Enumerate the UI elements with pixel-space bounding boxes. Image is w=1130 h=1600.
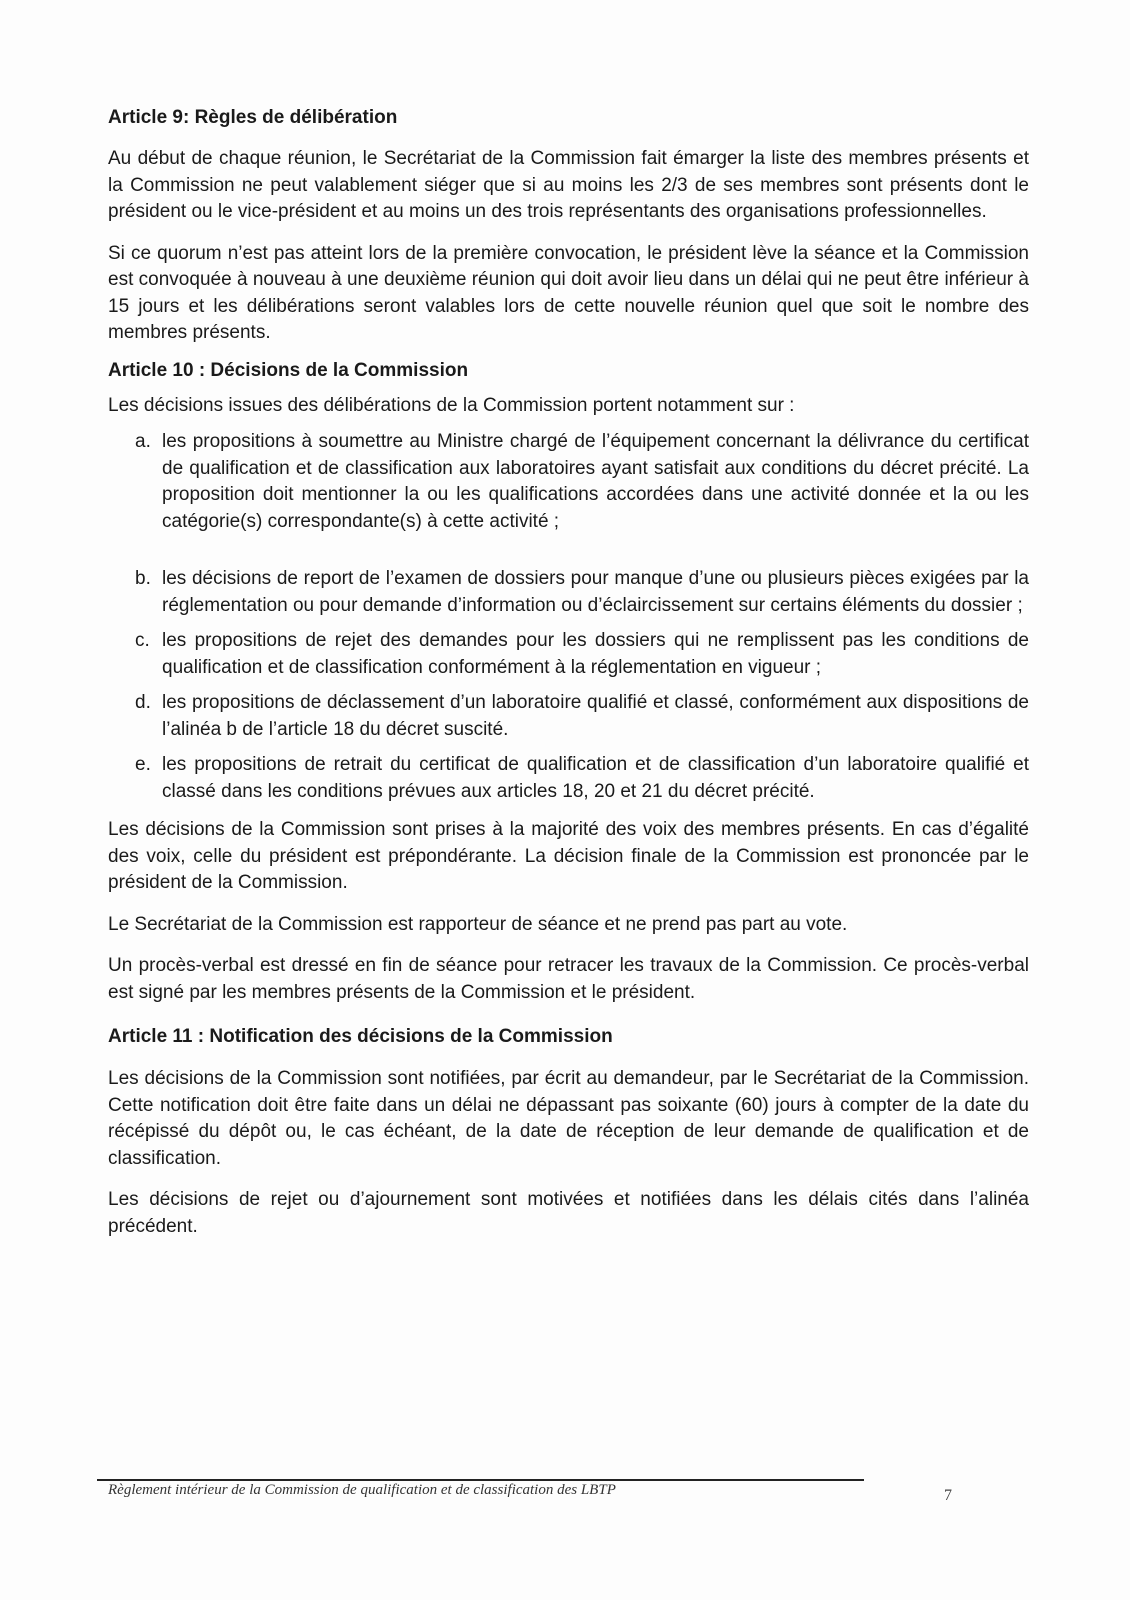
list-item-text: les propositions de retrait du certificat de qualification et de classification d’un laboratoire qualifié et classé dans les conditions prévues aux articles 18, 20 et 21 du décret précité. — [162, 754, 1029, 802]
list-marker: a. — [135, 431, 151, 452]
article-10-paragraph-2: Le Secrétariat de la Commission est rapporteur de séance et ne prend pas part au vote. — [108, 913, 848, 935]
article-11-paragraph-2: Les décisions de rejet ou d’ajournement sont motivées et notifiées dans les délais cités dans l’alinéa précédent. — [108, 1189, 1029, 1237]
article-9-paragraph-1: Au début de chaque réunion, le Secrétariat de la Commission fait émarger la liste des membres présents et la Commission ne peut valablement siéger que si au moins les 2/3 de ses membres sont présents dont le président ou le vice-président et au moins un des trois représentants des organisations professionnelles. — [108, 148, 1029, 222]
list-item — [108, 752, 1029, 805]
list-item-text: les propositions de rejet des demandes pour les dossiers qui ne remplissent pas les conditions de qualification et de classification conformément à la réglementation en vigueur ; — [162, 630, 1029, 678]
list-item — [108, 690, 1029, 743]
article-10-heading: Article 10 : Décisions de la Commission — [108, 359, 469, 381]
list-item — [108, 429, 1029, 535]
list-marker: d. — [135, 692, 151, 713]
article-10-paragraph-1: Les décisions de la Commission sont prises à la majorité des voix des membres présents. En cas d’égalité des voix, celle du président est prépondérante. La décision finale de la Commission est prononcée par le président de la Commission. — [108, 819, 1029, 893]
decisions-list — [108, 429, 1029, 805]
list-item-text: les propositions de déclassement d’un laboratoire qualifié et classé, conformément aux dispositions de l’alinéa b de l’article 18 du décret suscité. — [162, 692, 1029, 740]
document-body — [108, 105, 1029, 1255]
article-11-heading: Article 11 : Notification des décisions de la Commission — [108, 1026, 613, 1047]
page-number: 7 — [944, 1487, 952, 1504]
list-marker: e. — [135, 754, 151, 775]
article-9-heading: Article 9: Règles de délibération — [108, 107, 398, 128]
article-10-paragraph-3: Un procès-verbal est dressé en fin de séance pour retracer les travaux de la Commission. Ce procès-verbal est signé par les membres présents de la Commission et le président. — [108, 955, 1029, 1003]
list-item — [108, 628, 1029, 681]
list-item-text: les propositions à soumettre au Ministre chargé de l’équipement concernant la délivrance du certificat de qualification et de classification aux laboratoires ayant satisfait aux conditions du décret précité. La proposition doit mentionner la ou les qualifications accordées dans une activité donnée et la ou les catégorie(s) correspondante(s) à cette activité ; — [162, 431, 1029, 532]
list-marker: c. — [135, 630, 150, 651]
article-9-paragraph-2: Si ce quorum n’est pas atteint lors de la première convocation, le président lève la séance et la Commission est convoquée à nouveau à une deuxième réunion qui doit avoir lieu dans un délai qui ne peut être inférieur à 15 jours et les délibérations seront valables lors de cette nouvelle réunion quel que soit le nombre des membres présents. — [108, 242, 1029, 343]
list-item-text: les décisions de report de l’examen de dossiers pour manque d’une ou plusieurs pièces exigées par la réglementation ou pour demande d’information ou d’éclaircissement sur certains éléments du dossier ; — [162, 568, 1029, 616]
article-11-paragraph-1: Les décisions de la Commission sont notifiées, par écrit au demandeur, par le Secrétariat de la Commission. Cette notification doit être faite dans un délai ne dépassant pas soixante (60) jours à compter de la date du récépissé du dépôt ou, le cas échéant, de la date de réception de leur demande de qualification et de classification. — [108, 1068, 1029, 1169]
footer-title: Règlement intérieur de la Commission de qualification et de classification des LBTP — [108, 1482, 616, 1498]
article-10-intro: Les décisions issues des délibérations de la Commission portent notamment sur : — [108, 394, 795, 416]
footer-divider — [97, 1479, 864, 1481]
list-marker: b. — [135, 568, 151, 589]
list-item — [108, 566, 1029, 619]
